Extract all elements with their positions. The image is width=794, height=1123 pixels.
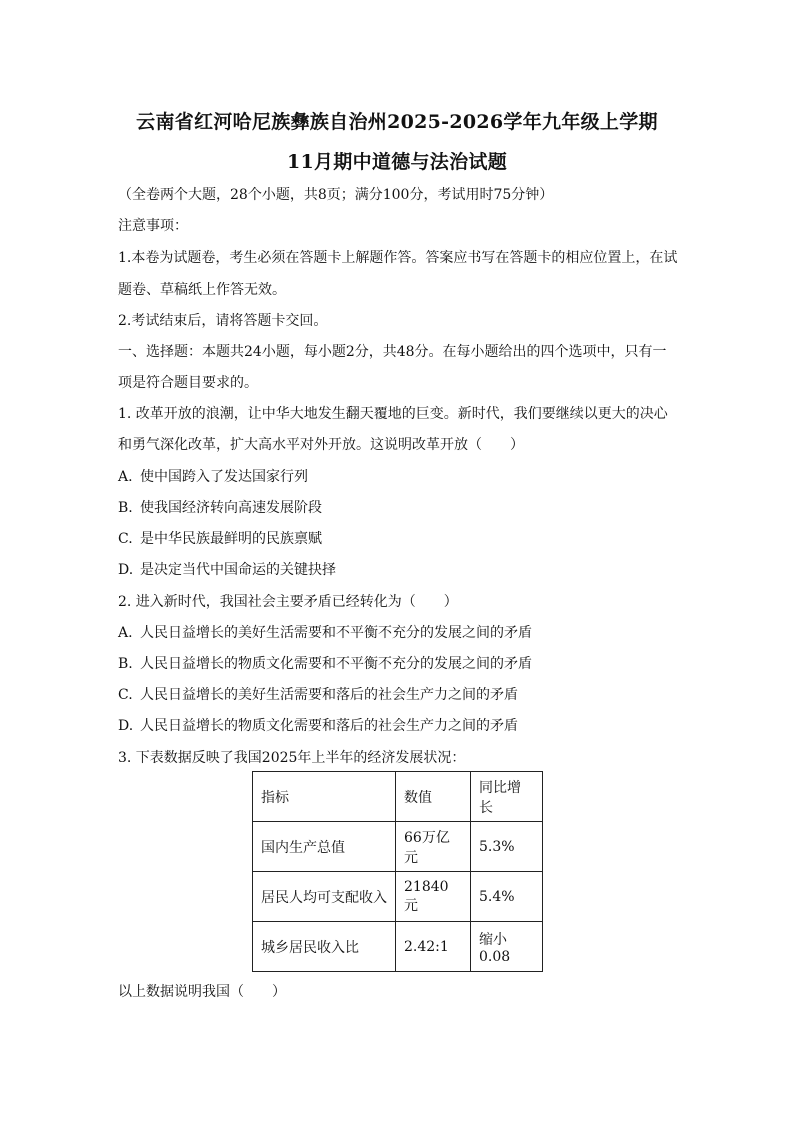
question-1-line-1: 1. 改革开放的浪潮，让中华大地发生翻天覆地的巨变。新时代，我们要继续以更大的决心 (118, 406, 668, 422)
question-3-after-table: 以上数据说明我国（ ） (118, 984, 286, 1000)
table-header-cell: 指标 (253, 772, 396, 822)
table-cell: 5.4% (471, 872, 543, 922)
table-header-row (253, 772, 543, 822)
title-line-1: 云南省红河哈尼族彝族自治州2025-2026学年九年级上学期 (136, 111, 658, 133)
table-cell: 居民人均可支配收入 (253, 872, 396, 922)
notice-heading: 注意事项： (118, 218, 188, 234)
exam-info: （全卷两个大题，28个小题，共8页；满分100分，考试用时75分钟） (118, 187, 554, 203)
question-2-option-a: A. 人民日益增长的美好生活需要和不平衡不充分的发展之间的矛盾 (118, 625, 532, 641)
table-cell: 21840元 (396, 872, 471, 922)
question-2-option-d: D. 人民日益增长的物质文化需要和落后的社会生产力之间的矛盾 (118, 718, 518, 734)
table-cell: 5.3% (471, 822, 543, 872)
question-1-line-2: 和勇气深化改革，扩大高水平对外开放。这说明改革开放（ ） (118, 437, 524, 453)
question-1-option-a: A. 使中国跨入了发达国家行列 (118, 469, 308, 485)
table-cell: 缩小0.08 (471, 922, 543, 972)
question-2-option-b: B. 人民日益增长的物质文化需要和不平衡不充分的发展之间的矛盾 (118, 656, 532, 672)
notice-item-1b: 题卷、草稿纸上作答无效。 (118, 282, 286, 298)
table-row (253, 872, 543, 922)
question-1-option-d: D. 是决定当代中国命运的关键抉择 (118, 562, 336, 578)
section-heading-a: 一、选择题：本题共24小题，每小题2分，共48分。在每小题给出的四个选项中，只有一 (118, 344, 667, 360)
question-1-option-c: C. 是中华民族最鲜明的民族禀赋 (118, 531, 322, 547)
notice-item-2: 2.考试结束后，请将答题卡交回。 (118, 313, 328, 329)
table-row (253, 922, 543, 972)
question-2-line-1: 2. 进入新时代，我国社会主要矛盾已经转化为（ ） (118, 594, 458, 610)
question-3-line-1: 3. 下表数据反映了我国2025年上半年的经济发展状况： (118, 750, 466, 766)
question-2-option-c: C. 人民日益增长的美好生活需要和落后的社会生产力之间的矛盾 (118, 687, 518, 703)
question-1-option-b: B. 使我国经济转向高速发展阶段 (118, 500, 322, 516)
title-line-2: 11月期中道德与法治试题 (286, 151, 508, 173)
table-cell: 2.42:1 (396, 922, 471, 972)
table-row (253, 822, 543, 872)
notice-item-1a: 1.本卷为试题卷，考生必须在答题卡上解题作答。答案应书写在答题卡的相应位置上，在试 (118, 250, 678, 266)
table-header-cell: 同比增长 (471, 772, 543, 822)
economic-data-table (252, 771, 543, 972)
section-heading-b: 项是符合题目要求的。 (118, 375, 258, 391)
table-cell: 城乡居民收入比 (253, 922, 396, 972)
table-cell: 国内生产总值 (253, 822, 396, 872)
table-header-cell: 数值 (396, 772, 471, 822)
table-cell: 66万亿元 (396, 822, 471, 872)
